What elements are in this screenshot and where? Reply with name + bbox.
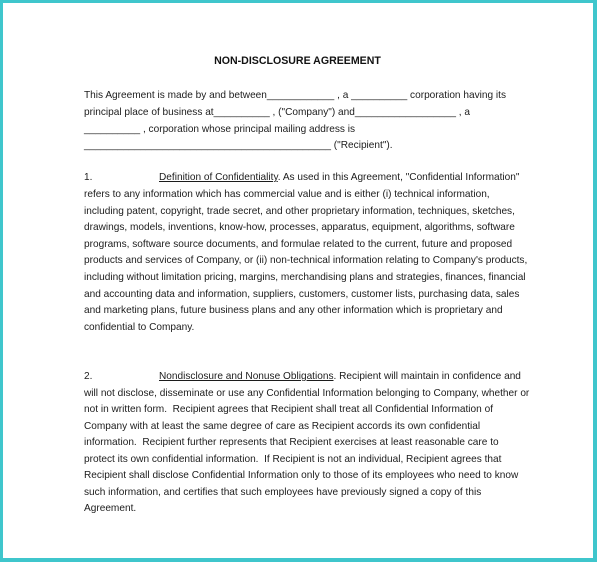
- section-1-first-line: [159, 172, 519, 184]
- section-1-line: confidential to Company.: [84, 322, 195, 333]
- section-2-line: such information, and certifies that such employees have previously signed a copy of this: [84, 487, 482, 498]
- section-2-line: Company with at least the same degree of care as Recipient accords its own confidential: [84, 421, 481, 432]
- section-2-first-line-rest: . Recipient will maintain in confidence and: [333, 371, 521, 382]
- intro-line-1: This Agreement is made by and between____________ , a __________ corporation having its: [84, 90, 506, 101]
- section-1-line: and accounting data and information, suppliers, customers, customer lists, purchasing data, sales: [84, 289, 520, 300]
- intro-line-3: __________ , corporation whose principal mailing address is: [84, 124, 356, 135]
- section-1-heading: Definition of Confidentiality: [159, 172, 278, 183]
- section-1-line: programs, software source documents, and formulae related to the current, future and proposed: [84, 239, 513, 250]
- section-2-line: not in written form. Recipient agrees that Recipient shall treat all Confidential Information of: [84, 404, 494, 415]
- section-2-line: protect its own confidential information. If Recipient is not an individual, Recipient agrees that: [84, 454, 502, 465]
- section-1-line: products and services of Company, or (ii) non-technical information relating to Company's products,: [84, 255, 528, 266]
- section-1-first-line-rest: . As used in this Agreement, "Confidential Information": [277, 172, 520, 183]
- section-1-line: drawings, models, inventions, know-how, processes, apparatus, equipment, algorithms, software: [84, 222, 515, 233]
- section-1-line: including without limitation pricing, margins, merchandising plans and strategies, finances, financial: [84, 272, 526, 283]
- section-2-number: 2.: [84, 371, 93, 382]
- section-2-line: will not disclose, disseminate or use any Confidential Information belonging to Company, whether or: [84, 388, 530, 399]
- section-1-line: refers to any information which has commercial value and is either (i) technical information,: [84, 189, 490, 200]
- section-2-line: information. Recipient further represents that Recipient exercises at least reasonable care to: [84, 437, 499, 448]
- section-1-line: and marketing plans, future business plans and any other information which is proprietary and: [84, 305, 503, 316]
- section-2-line: Recipient shall disclose Confidential Information only to those of its employees who need to know: [84, 470, 519, 481]
- section-2-first-line: [159, 371, 521, 383]
- document-title: NON-DISCLOSURE AGREEMENT: [214, 55, 381, 67]
- section-2-heading: Nondisclosure and Nonuse Obligations: [159, 371, 334, 382]
- intro-line-4: ____________________________________________ ("Recipient").: [84, 140, 393, 151]
- section-1-number: 1.: [84, 172, 93, 183]
- section-2-line: Agreement.: [84, 503, 137, 514]
- section-1-line: including patent, copyright, trade secret, and other proprietary information, techniques, sketches,: [84, 206, 515, 217]
- intro-line-2: principal place of business at__________ , ("Company") and__________________ , a: [84, 107, 470, 118]
